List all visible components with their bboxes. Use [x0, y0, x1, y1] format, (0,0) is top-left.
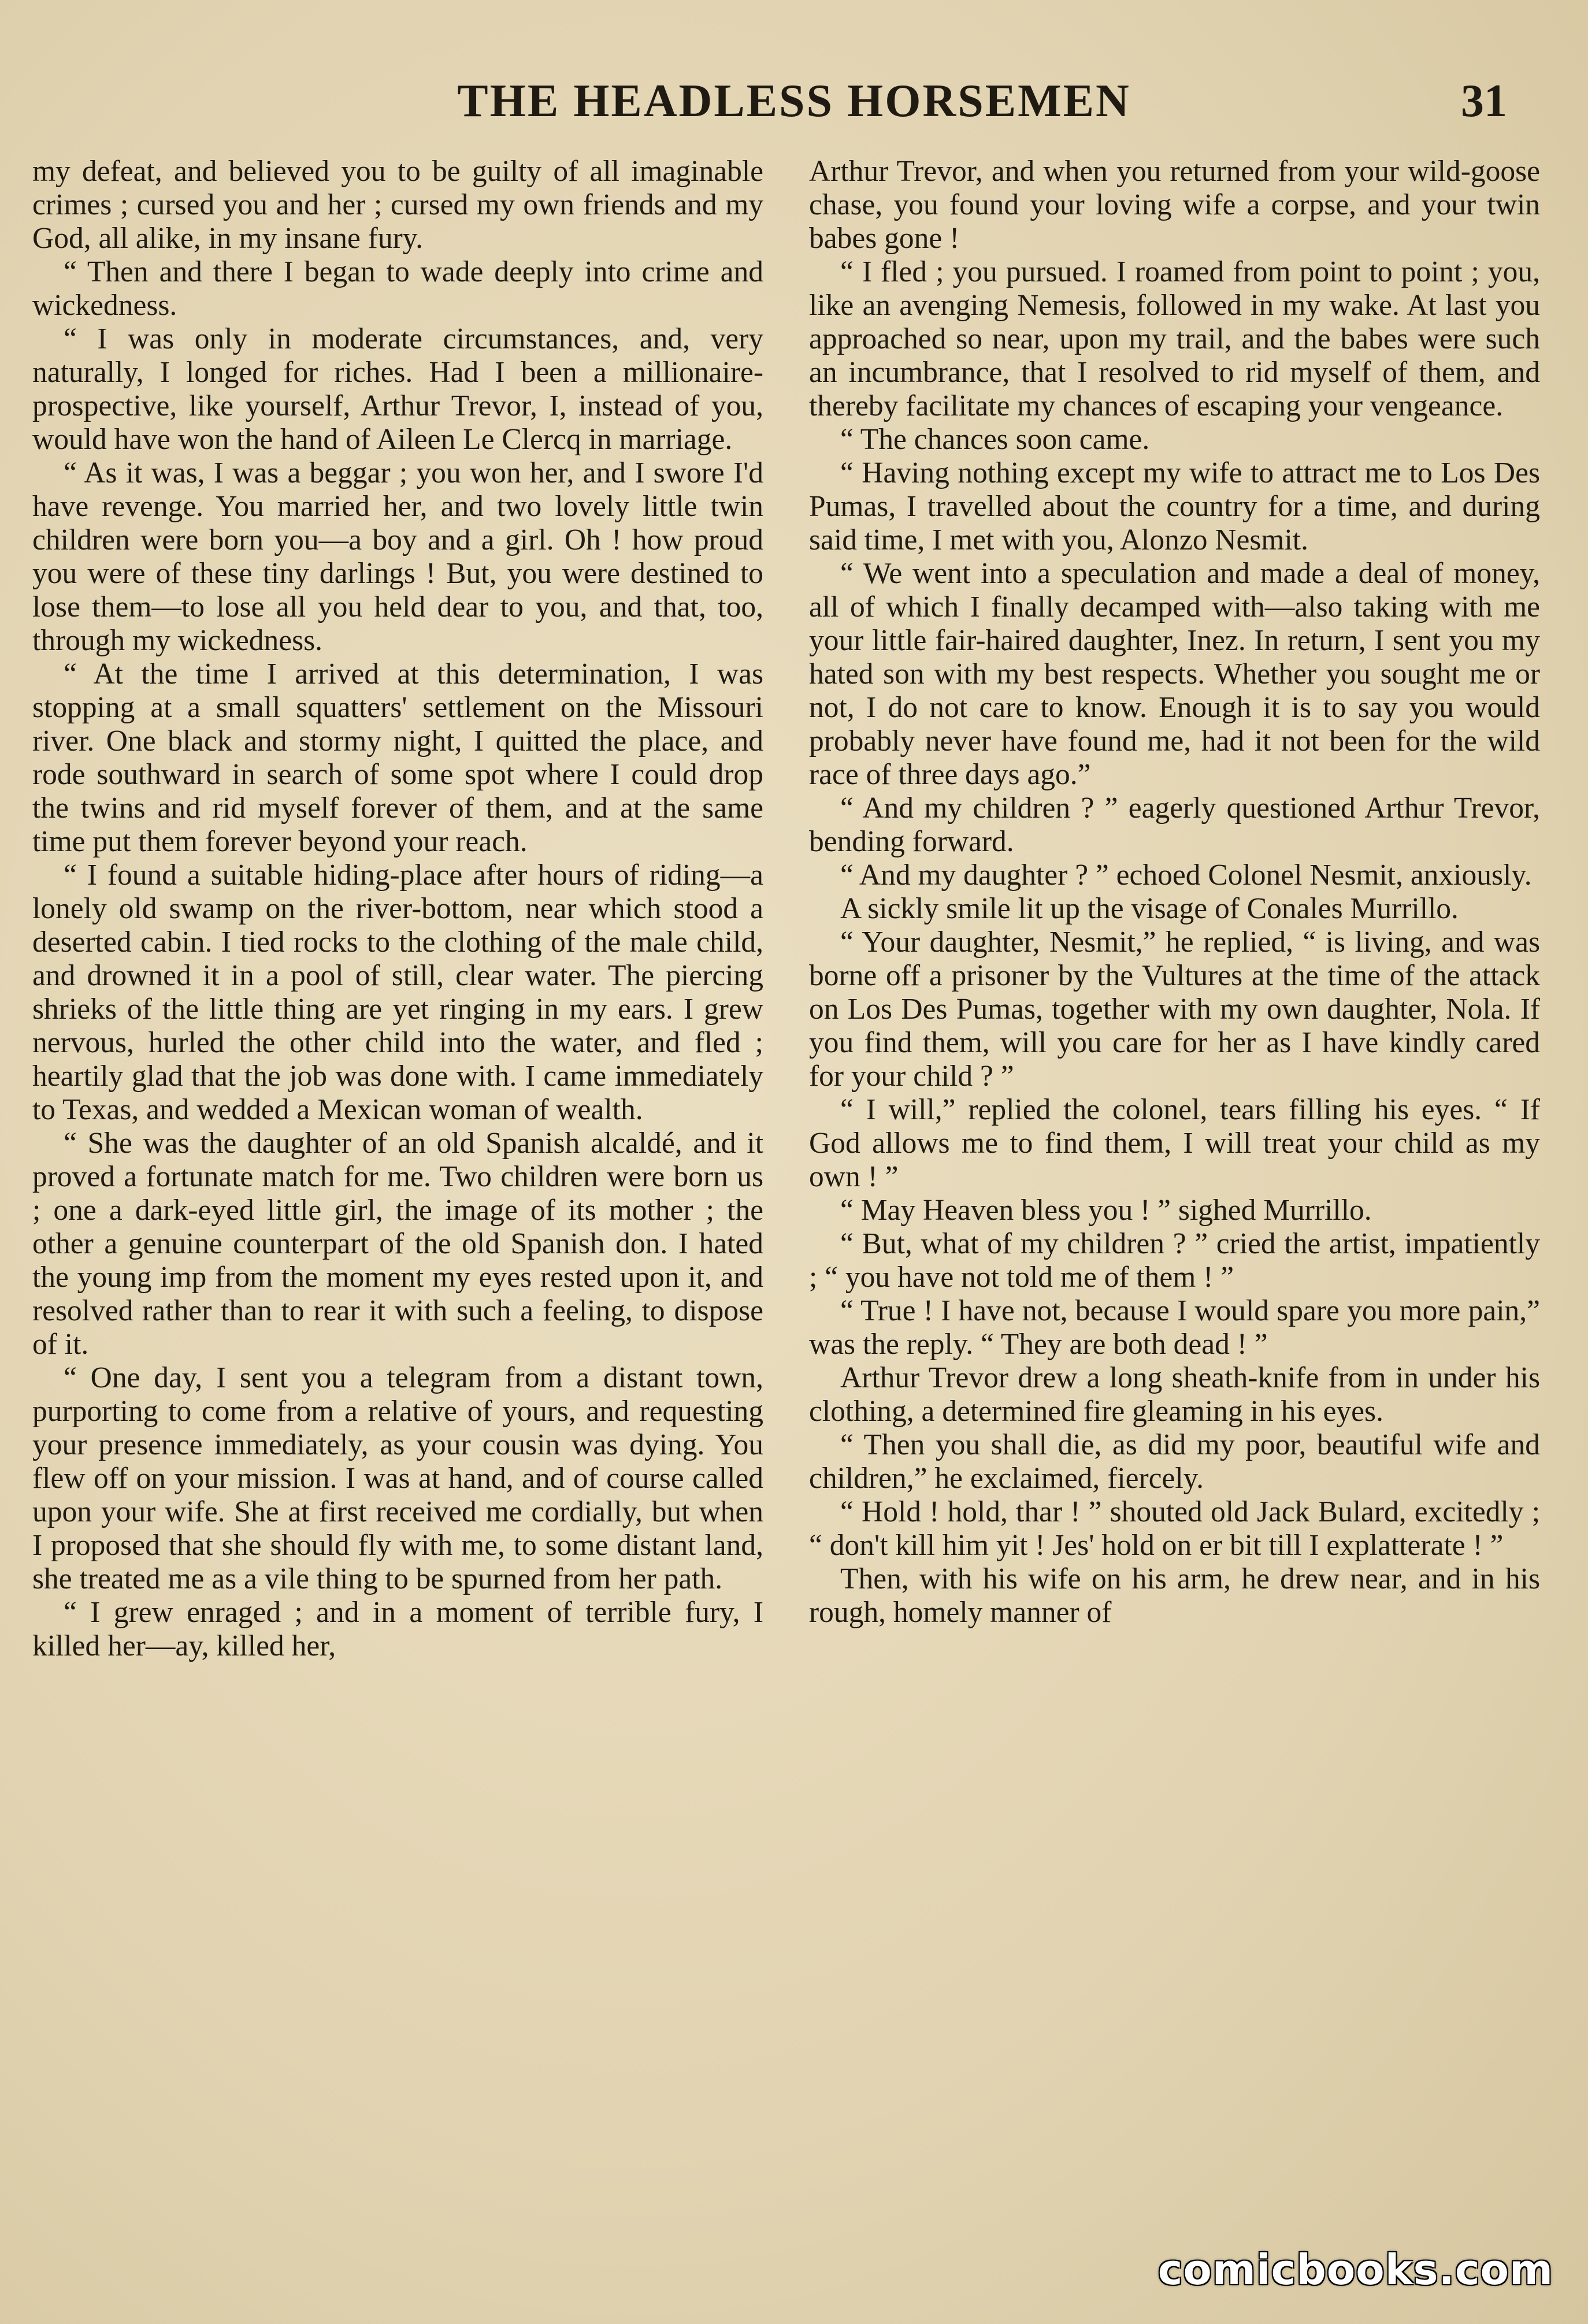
paragraph: “ Then you shall die, as did my poor, beautiful wife and children,” he exclaimed, fiercely. [809, 1428, 1540, 1495]
paragraph: Arthur Trevor, and when you returned from your wild-goose chase, you found your loving wife a corpse, and your twin babes gone ! [809, 155, 1540, 255]
running-title: THE HEADLESS HORSEMEN [457, 76, 1131, 127]
paragraph: “ Having nothing except my wife to attract me to Los Des Pumas, I travelled about the country for a time, and during said time, I met with you, Alonzo Nesmit. [809, 456, 1540, 556]
paragraph: “ Then and there I began to wade deeply into crime and wickedness. [32, 255, 763, 322]
paragraph: “ And my daughter ? ” echoed Colonel Nesmit, anxiously. [840, 859, 1532, 892]
paragraph: “ I fled ; you pursued. I roamed from point to point ; you, like an avenging Nemesis, followed in my wake. At last you approached so near, upon my trail, and the babes were such an incumbrance, that I resolved to rid myself of them, and thereby facilitate my chances of escaping your vengeance. [809, 255, 1540, 422]
paragraph: “ I found a suitable hiding-place after hours of riding—a lonely old swamp on the river-bottom, near which stood a deserted cabin. I tied rocks to the clothing of the male child, and drowned it in a pool of still, clear water. The piercing shrieks of the little thing are yet ringing in my ears. I grew nervous, hurled the other child into the water, and fled ; heartily glad that the job was done with. I came immediately to Texas, and wedded a Mexican woman of wealth. [32, 859, 763, 1126]
paragraph: “ The chances soon came. [840, 423, 1150, 456]
paragraph: “ But, what of my children ? ” cried the artist, impatiently ; “ you have not told me of them ! ” [809, 1227, 1540, 1294]
left-column [32, 155, 763, 1663]
page-number: 31 [1461, 76, 1507, 127]
paragraph: Arthur Trevor drew a long sheath-knife from in under his clothing, a determined fire gleaming in his eyes. [809, 1361, 1540, 1428]
watermark: comicbooks.com [1157, 2245, 1553, 2294]
paragraph: “ I grew enraged ; and in a moment of terrible fury, I killed her—ay, killed her, [32, 1596, 763, 1662]
paragraph: A sickly smile lit up the visage of Conales Murrillo. [840, 892, 1459, 925]
paragraph: “ We went into a speculation and made a deal of money, all of which I finally decamped with—also taking with me your little fair-haired daughter, Inez. In return, I sent you my hated son with my best respects. Whether you sought me or not, I do not care to know. Enough it is to say you would probably never have found me, had it not been for the wild race of three days ago.” [809, 557, 1540, 791]
paragraph: “ I was only in moderate circumstances, and, very naturally, I longed for riches. Had I been a millionaire-prospective, like yourself, Arthur Trevor, I, instead of you, would have won the hand of Aileen Le Clercq in marriage. [32, 322, 763, 456]
page-header [35, 69, 1553, 139]
paragraph: “ Hold ! hold, thar ! ” shouted old Jack Bulard, excitedly ; “ don't kill him yit ! Jes' hold on er bit till I explatterate ! ” [809, 1495, 1540, 1562]
paragraph: “ May Heaven bless you ! ” sighed Murrillo. [840, 1194, 1372, 1227]
paragraph: “ True ! I have not, because I would spare you more pain,” was the reply. “ They are both dead ! ” [809, 1294, 1540, 1361]
paragraph: “ I will,” replied the colonel, tears filling his eyes. “ If God allows me to find them, I will treat your child as my own ! ” [809, 1093, 1540, 1193]
paragraph: “ And my children ? ” eagerly questioned Arthur Trevor, bending forward. [809, 792, 1540, 858]
paragraph: Then, with his wife on his arm, he drew near, and in his rough, homely manner of [809, 1562, 1540, 1629]
paragraph: “ Your daughter, Nesmit,” he replied, “ is living, and was borne off a prisoner by the Vultures at the time of the attack on Los Des Pumas, together with my own daughter, Nola. If you find them, will you care for her as I have kindly cared for your child ? ” [809, 926, 1540, 1093]
paragraph: my defeat, and believed you to be guilty of all imaginable crimes ; cursed you and her ; cursed my own friends and my God, all alike, in my insane fury. [32, 155, 763, 255]
paragraph: “ At the time I arrived at this determination, I was stopping at a small squatters' settlement on the Missouri river. One black and stormy night, I quitted the place, and rode southward in search of some spot where I could drop the twins and rid myself forever of them, and at the same time put them forever beyond your reach. [32, 658, 763, 858]
right-column [809, 155, 1540, 1629]
paragraph: “ She was the daughter of an old Spanish alcaldé, and it proved a fortunate match for me. Two children were born us ; one a dark-eyed little girl, the image of its mother ; the other a genuine counterpart of the old Spanish don. I hated the young imp from the moment my eyes rested upon it, and resolved rather than to rear it with such a feeling, to dispose of it. [32, 1127, 763, 1361]
paragraph: “ As it was, I was a beggar ; you won her, and I swore I'd have revenge. You married her, and two lovely little twin children were born you—a boy and a girl. Oh ! how proud you were of these tiny darlings ! But, you were destined to lose them—to lose all you held dear to you, and that, too, through my wickedness. [32, 456, 763, 657]
paragraph: “ One day, I sent you a telegram from a distant town, purporting to come from a relative of yours, and requesting your presence immediately, as your cousin was dying. You flew off on your mission. I was at hand, and of course called upon your wife. She at first received me cordially, but when I proposed that she should fly with me, to some distant land, she treated me as a vile thing to be spurned from her path. [32, 1361, 763, 1595]
